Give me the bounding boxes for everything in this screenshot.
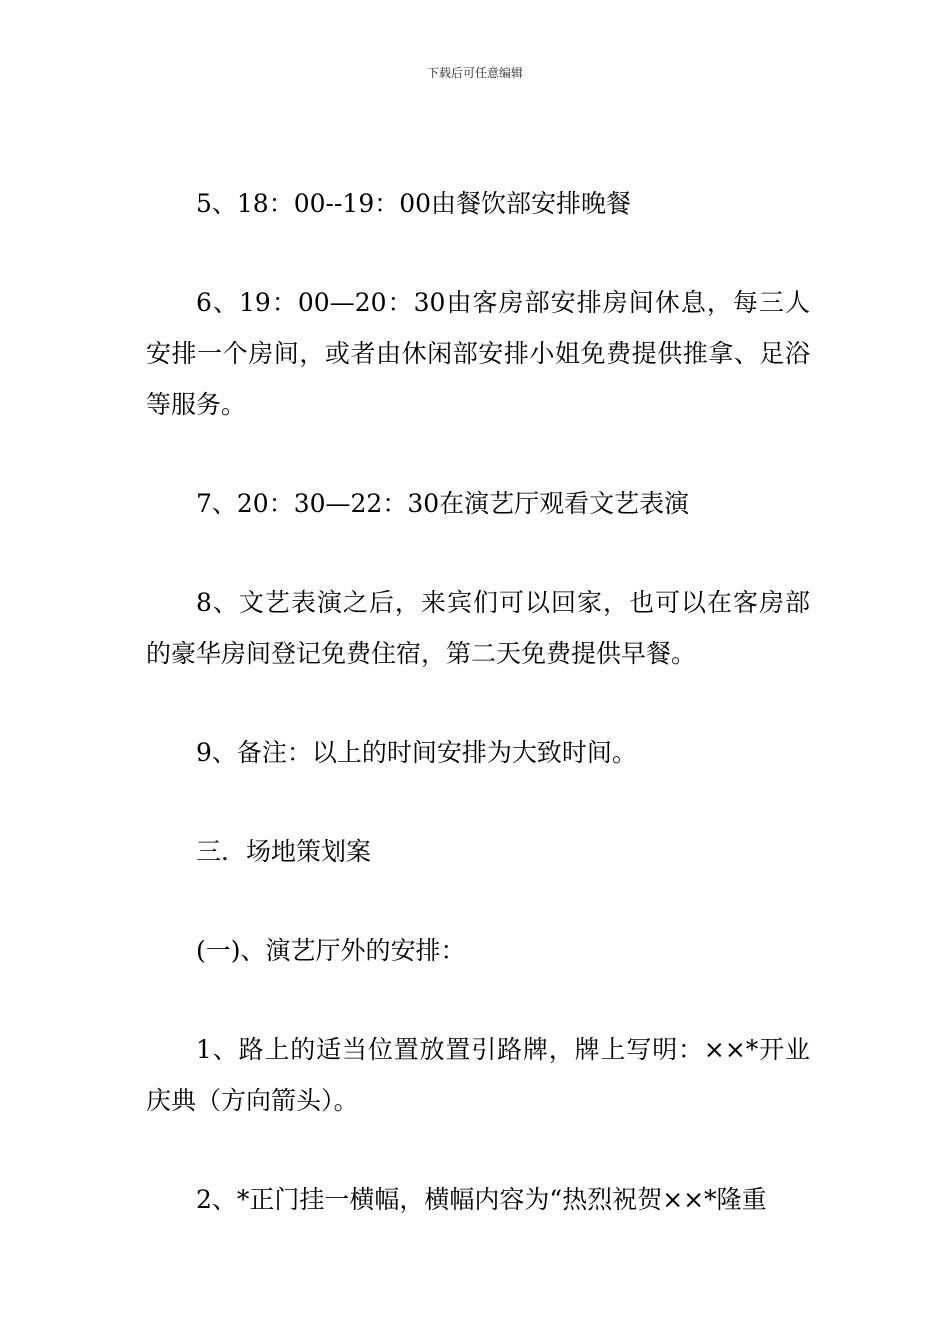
paragraph-rest: 6、19：00—20：30由客房部安排房间休息，每三人安排一个房间，或者由休闲部安排小姐免费提供推拿、足浴等服务。 [146,288,810,419]
paragraph-dinner: 5、18：00--19：00由餐饮部安排晚餐 [196,189,632,218]
document-body [146,178,810,1273]
paragraph-performance: 7、20：30—22：30在演艺厅观看文艺表演 [196,489,690,518]
subsection-heading-outside: (一)、演艺厅外的安排： [196,936,466,965]
page-header: 下载后可任意编辑 [426,66,523,80]
paragraph-signs: 1、路上的适当位置放置引路牌，牌上写明：××*开业庆典（方向箭头）。 [146,1035,810,1115]
paragraph-banner: 2、*正门挂一横幅，横幅内容为“热烈祝贺××*隆重 [196,1185,767,1214]
paragraph-note: 9、备注：以上的时间安排为大致时间。 [196,738,637,767]
paragraph-after-show: 8、文艺表演之后，来宾们可以回家，也可以在客房部的豪华房间登记免费住宿，第二天免费提供早餐。 [146,588,810,668]
section-heading-venue: 三．场地策划案 [196,837,372,866]
